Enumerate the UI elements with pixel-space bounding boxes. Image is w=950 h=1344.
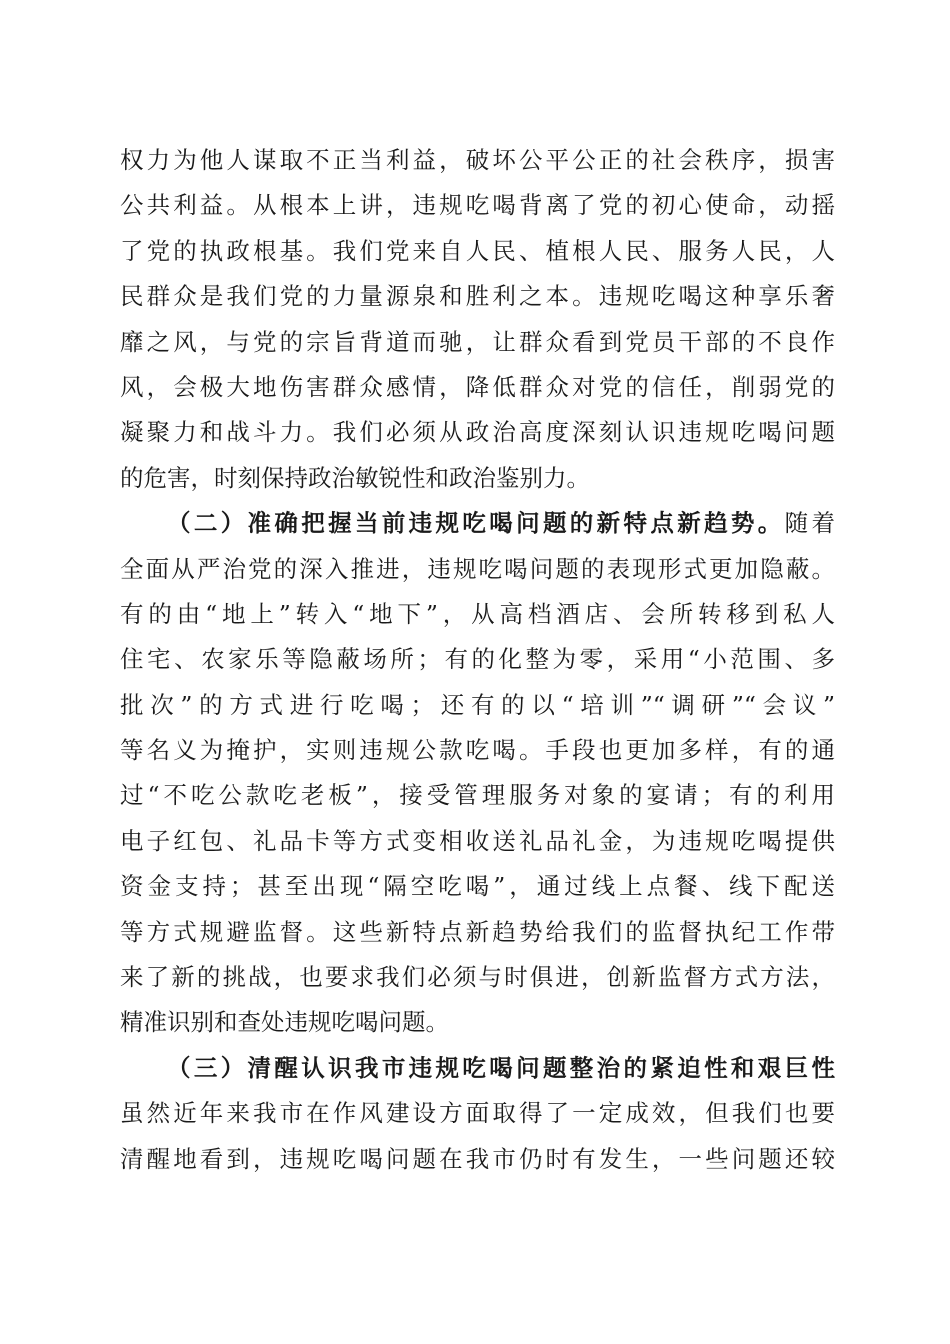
paragraph-line: 全面从严治党的深入推进，违规吃喝问题的表现形式更加隐蔽。 [120, 554, 835, 583]
section-heading: （二）准确把握当前违规吃喝问题的新特点新趋势。 [167, 509, 785, 538]
paragraph-line: 凝聚力和战斗力。我们必须从政治高度深刻认识违规吃喝问题 [120, 418, 835, 447]
paragraph-line: 靡之风，与党的宗旨背道而驰，让群众看到党员干部的不良作 [120, 327, 835, 356]
paragraph-line: 虽然近年来我市在作风建设方面取得了一定成效，但我们也要 [120, 1099, 835, 1128]
paragraph-line: 等名义为掩护，实则违规公款吃喝。手段也更加多样，有的通 [120, 736, 835, 765]
paragraph-line: 清醒地看到，违规吃喝问题在我市仍时有发生，一些问题还较 [120, 1144, 835, 1173]
section-heading-line [120, 1046, 835, 1091]
paragraph-line: 资金支持；甚至出现“隔空吃喝”，通过线上点餐、线下配送 [120, 872, 835, 901]
section-heading-line [120, 501, 835, 546]
paragraph-line: 过“不吃公款吃老板”，接受管理服务对象的宴请；有的利用 [120, 781, 835, 810]
paragraph-line: 了党的执政根基。我们党来自人民、植根人民、服务人民，人 [120, 236, 835, 265]
paragraph-line: 批次”的方式进行吃喝；还有的以“培训”“调研”“会议” [120, 690, 835, 719]
paragraph-line: 的危害，时刻保持政治敏锐性和政治鉴别力。 [120, 463, 590, 492]
section-heading: （三）清醒认识我市违规吃喝问题整治的紧迫性和艰巨性 [167, 1053, 835, 1082]
paragraph-line: 等方式规避监督。这些新特点新趋势给我们的监督执纪工作带 [120, 917, 835, 946]
body-text [120, 138, 835, 1182]
paragraph-line: 来了新的挑战，也要求我们必须与时俱进，创新监督方式方法， [120, 963, 835, 992]
paragraph-text: 随着 [784, 509, 836, 538]
paragraph-line: 住宅、农家乐等隐蔽场所；有的化整为零，采用“小范围、多 [120, 645, 835, 674]
paragraph-line: 公共利益。从根本上讲，违规吃喝背离了党的初心使命，动摇 [120, 191, 835, 220]
paragraph-line: 权力为他人谋取不正当利益，破坏公平公正的社会秩序，损害 [120, 146, 835, 174]
paragraph-line: 风，会极大地伤害群众感情，降低群众对党的信任，削弱党的 [120, 372, 835, 401]
paragraph-line: 电子红包、礼品卡等方式变相收送礼品礼金，为违规吃喝提供 [120, 826, 835, 855]
paragraph-line: 精准识别和查处违规吃喝问题。 [120, 1008, 449, 1037]
paragraph-line: 有的由“地上”转入“地下”，从高档酒店、会所转移到私人 [120, 599, 835, 628]
paragraph-line: 民群众是我们党的力量源泉和胜利之本。违规吃喝这种享乐奢 [120, 282, 835, 311]
